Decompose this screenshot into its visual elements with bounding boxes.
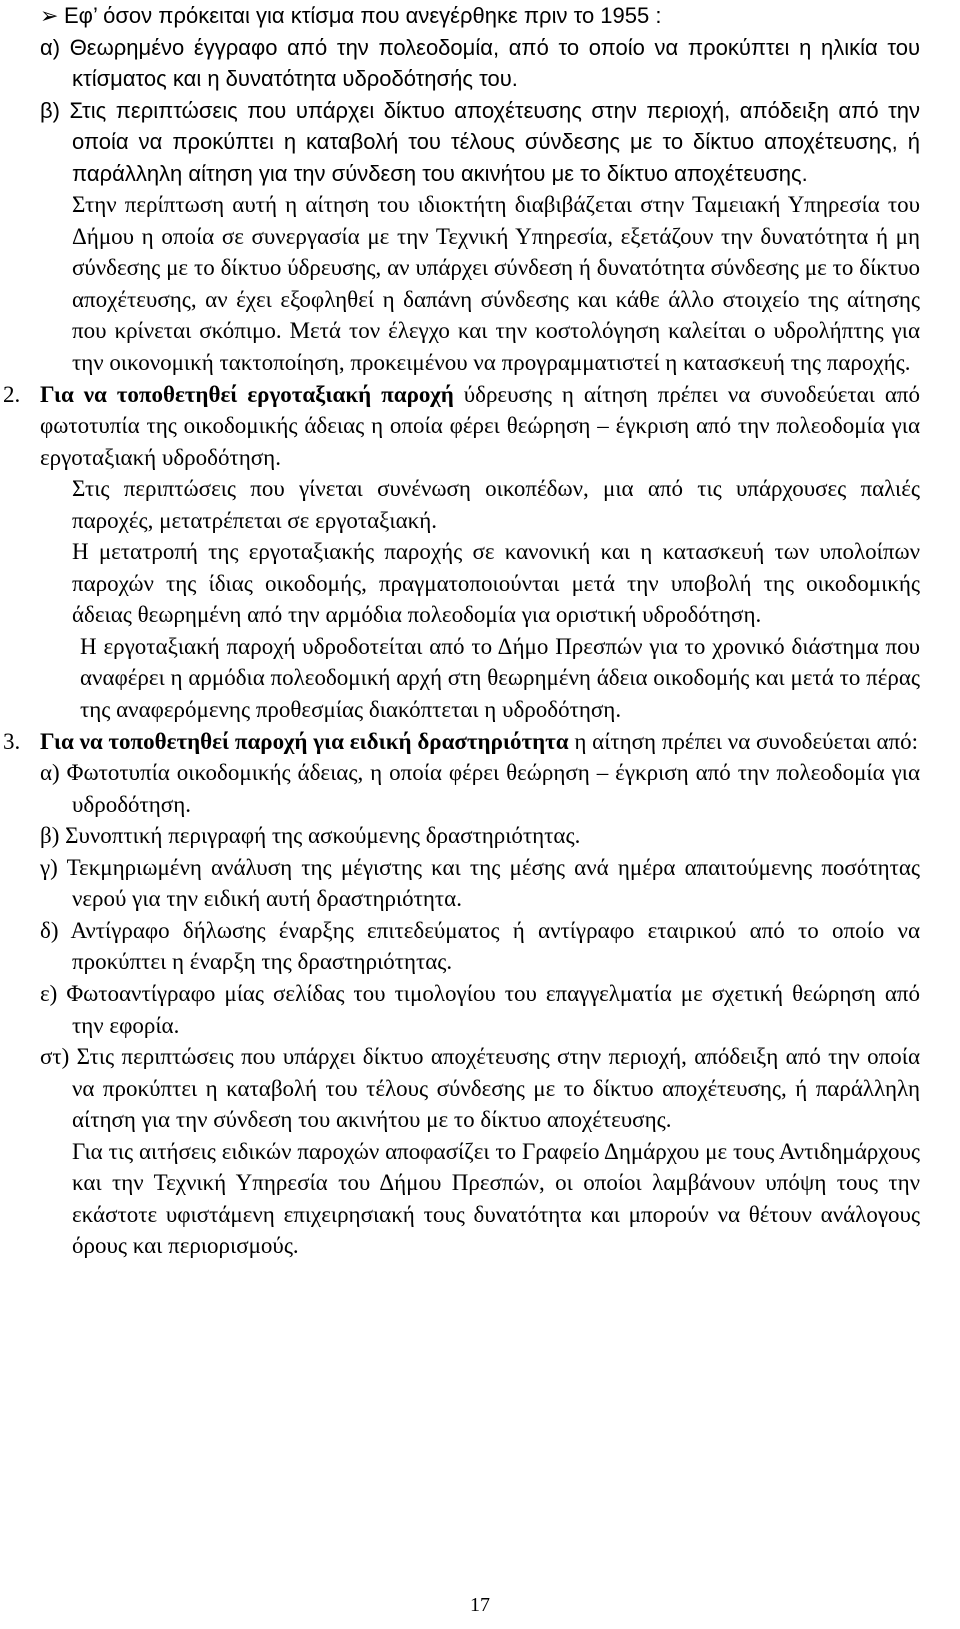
sub-item-b: β) Στις περιπτώσεις που υπάρχει δίκτυο αποχέτευσης στην περιοχή, απόδειξη από την οποία να προκύπτει η καταβολή του τέλους σύνδεσης με το δίκτυο αποχέτευσης, ή παράλληλη αίτηση για την σύνδεση του ακινήτου με το δίκτυο αποχέτευσης. [40, 97, 920, 186]
item-heading: Για να τοποθετηθεί παροχή για ειδική δραστηριότητα [40, 728, 569, 754]
arrow-item-text: Εφ’ όσον πρόκειται για κτίσμα που ανεγέρθηκε πριν το 1955 : [64, 3, 662, 28]
document-page [3, 0, 920, 1629]
paragraph-decision: Για τις αιτήσεις ειδικών παροχών αποφασίζει το Γραφείο Δημάρχου με τους Αντιδημάρχους και την Τεχνική Υπηρεσία του Δήμου Πρεσπών, οι οποίοι λαμβάνουν υπόψη τους την εκάστοτε υφιστάμενη επιχειρησιακή τους δυνατότητα και μπορούν να θέτουν ανάλογους όρους και περιορισμούς. [72, 1138, 920, 1259]
item3-sub-c: γ) Τεκμηριωμένη ανάλυση της μέγιστης και της μέσης ανά ημέρα απαιτούμενης ποσότητας νερού για την ειδική αυτή δραστηριότητα. [40, 854, 920, 912]
item3-sub-d: δ) Αντίγραφο δήλωσης έναρξης επιτεδεύματος ή αντίγραφο εταιρικού από το οποίο να προκύπτει η έναρξη της δραστηριότητας. [40, 917, 920, 975]
page-number: 17 [470, 1594, 490, 1616]
item3-sub-st: στ) Στις περιπτώσεις που υπάρχει δίκτυο αποχέτευσης στην περιοχή, απόδειξη από την οποία να προκύπτει η καταβολή του τέλους σύνδεσης με το δίκτυο αποχέτευσης, ή παράλληλη αίτηση για την σύνδεση του ακινήτου με το δίκτυο αποχέτευσης. [40, 1044, 920, 1133]
paragraph-owner-request: Στην περίπτωση αυτή η αίτηση του ιδιοκτήτη διαβιβάζεται στην Ταμειακή Υπηρεσία του Δήμου η οποία σε συνεργασία με την Τεχνική Υπηρεσία, εξετάζουν την δυνατότητα ή μη σύνδεσης με το δίκτυο ύδρευσης, αν υπάρχει σύνδεση ή δυνατότητα σύνδεσης με το δίκτυο αποχέτευσης, αν έχει εξοφληθεί η δαπάνη σύνδεσης και κάθε άλλο στοιχείο της αίτησης που κρίνεται σκόπιμο. Μετά τον έλεγχο και την κοστολόγηση καλείται ο υδρολήπτης για την οικονομική τακτοποίηση, προκειμένου να προγραμματιστεί η κατασκευή της παροχής. [72, 192, 920, 376]
item-heading: Για να τοποθετηθεί εργοταξιακή παροχή [40, 381, 454, 407]
arrow-item [40, 0, 920, 32]
item3-sub-a: α) Φωτοτυπία οικοδομικής άδειας, η οποία φέρει θεώρηση – έγκριση από την πολεοδομία για υδροδότηση. [40, 760, 920, 817]
paragraph-site-supply: Η εργοταξιακή παροχή υδροδοτείται από το Δήμο Πρεσπών για το χρονικό διάστημα που αναφέρει η αρμόδια πολεοδομική αρχή στη θεωρημένη άδεια οικοδομής και μετά το πέρας της αναφερόμενης προθεσμίας διακόπτεται η υδροδότηση. [80, 633, 920, 723]
item-text: ύδρευσης η αίτηση πρέπει να συνοδεύεται από φωτοτυπία της οικοδομικής άδειας η οποία φέρει θεώρηση – έγκριση από την πολεοδομία για εργοταξιακή υδροδότηση. [40, 381, 920, 470]
item-number: 3. [3, 728, 21, 754]
numbered-item-3 [3, 726, 920, 758]
paragraph-merge: Στις περιπτώσεις που γίνεται συνένωση οικοπέδων, μια από τις υπάρχουσες παλιές παροχές, μετατρέπεται σε εργοταξιακή. [72, 476, 920, 533]
paragraph-conversion: Η μετατροπή της εργοταξιακής παροχής σε κανονική και η κατασκευή των υπολοίπων παροχών της ίδιας οικοδομής, πραγματοποιούνται μετά την υποβολή της οικοδομικής άδειας θεωρημένη από την αρμόδια πολεοδομία για οριστική υδροδότηση. [72, 539, 920, 628]
item-number: 2. [3, 381, 21, 407]
numbered-item-2 [3, 379, 920, 474]
item3-sub-e: ε) Φωτοαντίγραφο μίας σελίδας του τιμολογίου του επαγγελματία με σχετική θεώρηση από την εφορία. [40, 980, 920, 1038]
item-text: η αίτηση πρέπει να συνοδεύεται από: [568, 728, 919, 754]
arrow-bullet-icon: ➢ [40, 3, 59, 28]
sub-item-a: α) Θεωρημένο έγγραφο από την πολεοδομία, από το οποίο να προκύπτει η ηλικία του κτίσματος και η δυνατότητα υδροδότησής του. [40, 34, 920, 92]
item3-sub-b: β) Συνοπτική περιγραφή της ασκούμενης δραστηριότητας. [40, 823, 581, 849]
